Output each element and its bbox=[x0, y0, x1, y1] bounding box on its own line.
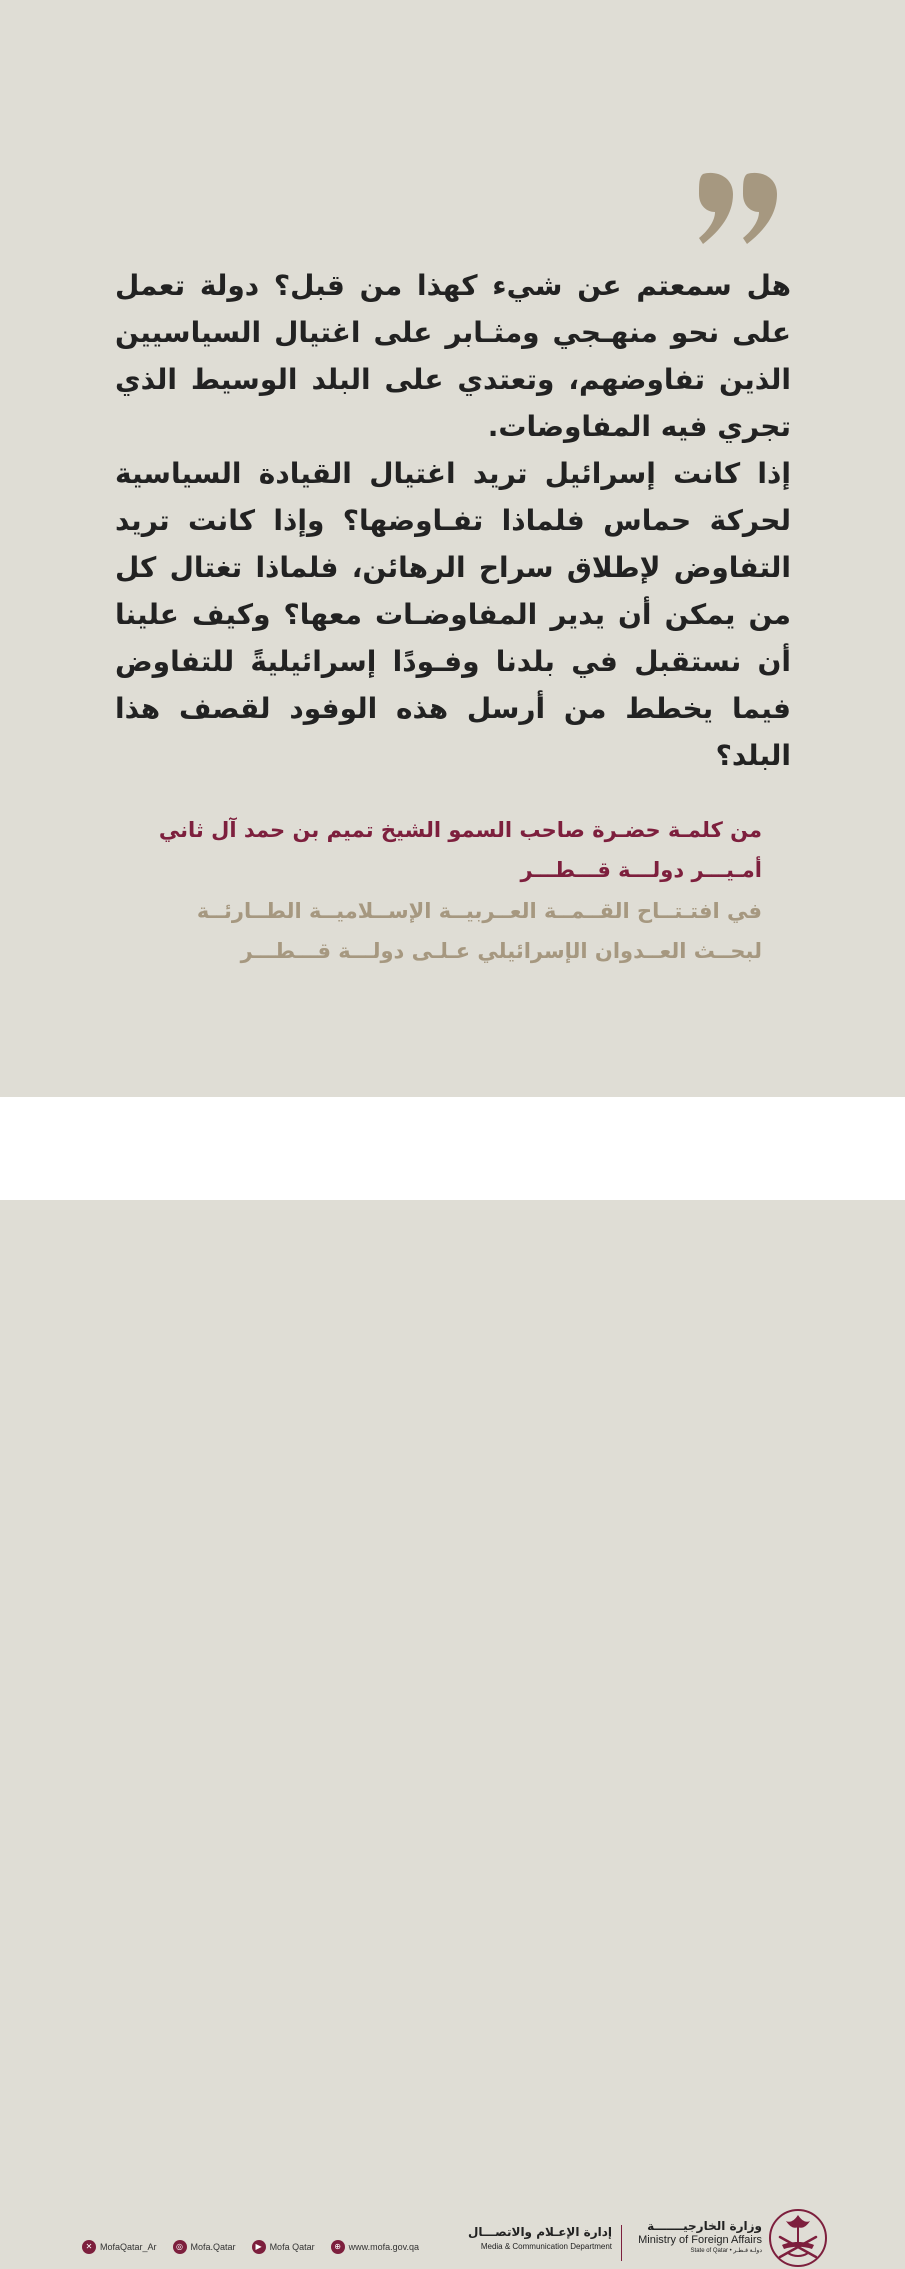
attribution-title: أمـيـــر دولـــة قـــطـــر bbox=[520, 858, 762, 882]
social-link-x[interactable] bbox=[82, 2240, 157, 2254]
instagram-icon: ◎ bbox=[173, 2240, 187, 2254]
x-icon: ✕ bbox=[82, 2240, 96, 2254]
social-label: Mofa Qatar bbox=[269, 2242, 315, 2252]
quote-text bbox=[115, 262, 791, 779]
social-label: www.mofa.gov.qa bbox=[348, 2242, 419, 2252]
ministry-name-en: Ministry of Foreign Affairs bbox=[638, 2234, 762, 2246]
attribution bbox=[140, 810, 762, 970]
social-link-youtube[interactable] bbox=[252, 2240, 315, 2254]
ministry-block bbox=[627, 2219, 762, 2254]
state-label: State of Qatar • دولـة قـطـر bbox=[690, 2248, 762, 2254]
footer-divider bbox=[621, 2225, 622, 2261]
quote-paragraph: إذا كانت إسرائيل تريد اغتيال القيادة السياسية لحركة حماس فلماذا تفـاوضها؟ وإذا كانت تريد التفاوض لإطلاق سراح الرهائن، فلماذا تغتال كل من يمكن أن يدير المفاوضـات معها؟ وكيف علينا أن نستقبل في بلدنا وفـودًا إسرائيليةً للتفاوض فيما يخطط من أرسل هذه الوفود لقصف هذا البلد؟ bbox=[115, 457, 791, 772]
quote-card bbox=[0, 0, 905, 1097]
social-link-instagram[interactable] bbox=[173, 2240, 236, 2254]
globe-icon: ⊕ bbox=[331, 2240, 345, 2254]
attribution-speaker: من كلمـة حضـرة صاحب السمو الشيخ تميم بن حمد آل ثاني bbox=[158, 818, 762, 842]
qatar-emblem-icon bbox=[768, 2207, 828, 2269]
department-block bbox=[462, 2225, 612, 2251]
ministry-name-ar: وزارة الخارجيـــــــة bbox=[647, 2219, 762, 2233]
youtube-icon: ▶ bbox=[252, 2240, 266, 2254]
department-name-en: Media & Communication Department bbox=[480, 2242, 612, 2251]
footer bbox=[0, 1097, 905, 2254]
attribution-subject: لبحــث العــدوان الإسرائيلي عـلـى دولـــة قـــطـــر bbox=[240, 939, 762, 963]
social-link-website[interactable] bbox=[331, 2240, 419, 2254]
quote-paragraph: هل سمعتم عن شيء كهذا من قبل؟ دولة تعمل على نحو منهـجي ومثـابر على اغتيال السياسيين الذين تفاوضهم، وتعتدي على البلد الوسيط الذي تجري فيه المفاوضات. bbox=[115, 269, 791, 443]
social-label: MofaQatar_Ar bbox=[100, 2242, 157, 2252]
closing-quote-icon bbox=[693, 168, 783, 248]
social-links bbox=[82, 2240, 419, 2254]
attribution-occasion: في افتـتــاح القــمــة العــربيــة الإســلاميــة الطــارئــة bbox=[196, 899, 762, 923]
department-name-ar: إدارة الإعـلام والاتصـــال bbox=[467, 2225, 612, 2239]
social-label: Mofa.Qatar bbox=[190, 2242, 236, 2252]
